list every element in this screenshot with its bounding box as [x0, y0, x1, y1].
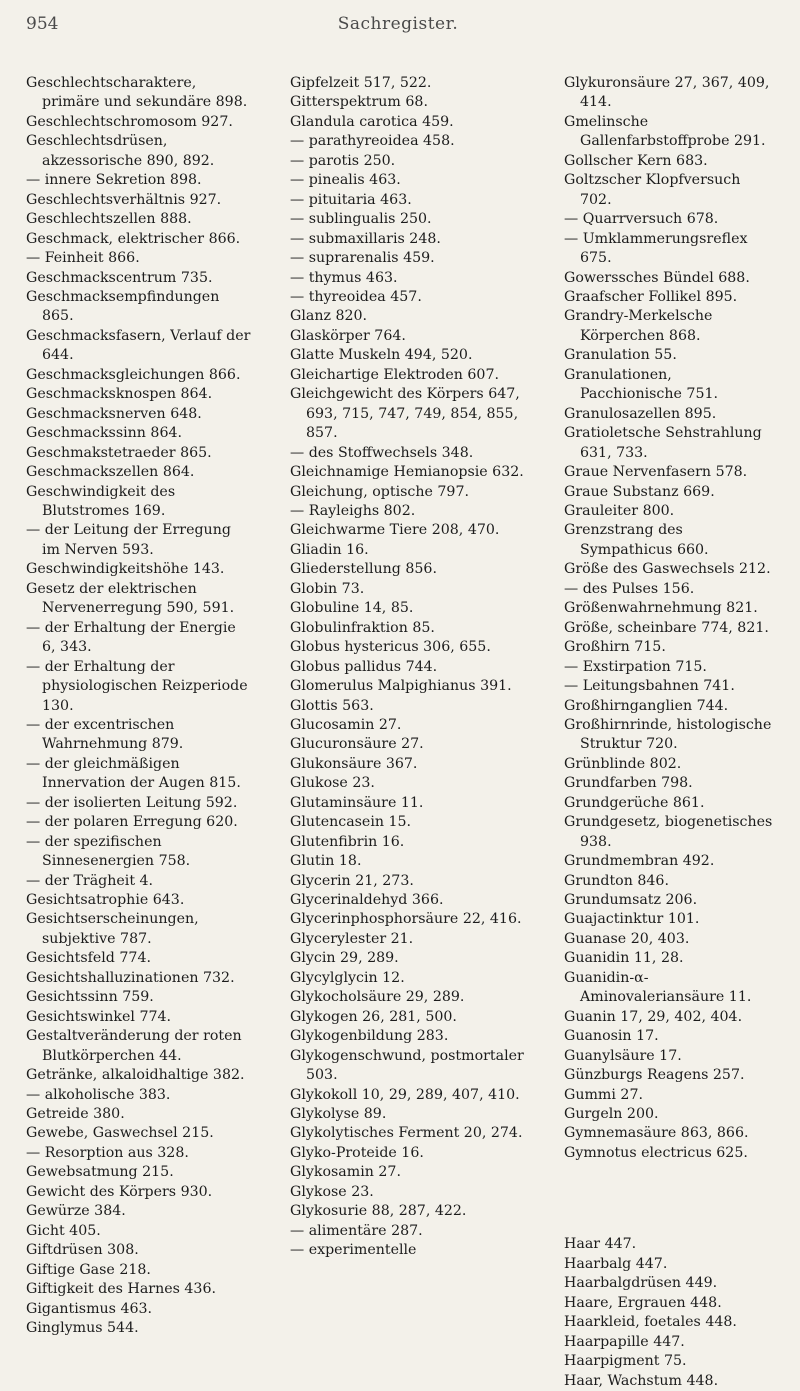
index-entry: Größe, scheinbare 774, 821. — [564, 619, 769, 636]
index-entry: — der excentrischen Wahrnehmung 879. — [26, 716, 184, 753]
index-entry: Grünblinde 802. — [564, 755, 682, 772]
index-entry: Glutencasein 15. — [290, 814, 412, 831]
index-column-2 — [290, 74, 526, 1261]
index-entry: Gesichtserscheinungen, subjektive 787. — [26, 911, 199, 947]
index-entry: Haar, Wachstum 448. — [564, 1372, 719, 1389]
index-entry: Glykuronsäure 27, 367, 409, 414. — [564, 75, 770, 111]
index-entry: Gesichtssinn 759. — [26, 989, 154, 1006]
index-entry: — Feinheit 866. — [26, 250, 140, 267]
index-entry: Glycerin 21, 273. — [290, 872, 414, 889]
index-entry: Getränke, alkaloidhaltige 382. — [26, 1067, 245, 1084]
index-entry: — der Erhaltung der Energie 6, 343. — [26, 619, 236, 656]
index-entry: Grenzstrang des Sympathicus 660. — [564, 522, 709, 558]
index-entry: — submaxillaris 248. — [290, 230, 441, 247]
index-entry: Glutin 18. — [290, 853, 362, 870]
index-entry: Glycylglycin 12. — [290, 969, 405, 986]
index-entry: Giftdrüsen 308. — [26, 1242, 139, 1259]
index-entry: Goltzscher Klopfversuch 702. — [564, 172, 741, 208]
index-entry: Größenwahrnehmung 821. — [564, 600, 758, 617]
letter-section-gap — [564, 1179, 774, 1219]
index-entry: Giftigkeit des Harnes 436. — [26, 1281, 216, 1298]
index-entry: Geschwindigkeitshöhe 143. — [26, 561, 225, 578]
index-entry: Glycerinaldehyd 366. — [290, 892, 444, 909]
index-entry: Glanz 820. — [290, 308, 368, 325]
index-entry: Guanin 17, 29, 402, 404. — [564, 1008, 743, 1025]
index-entry: Geschmacksgleichungen 866. — [26, 366, 241, 383]
index-entry: Gestaltveränderung der roten Blutkörperchen 44. — [26, 1028, 242, 1064]
index-entry: Glyko-Proteide 16. — [290, 1144, 424, 1161]
index-entry: — der polaren Erregung 620. — [26, 814, 238, 831]
index-entry: Glucosamin 27. — [290, 716, 402, 733]
index-entry: Gewebsatmung 215. — [26, 1164, 174, 1181]
index-entry: Glutaminsäure 11. — [290, 794, 424, 811]
index-entry: — thymus 463. — [290, 269, 398, 286]
index-entry: Gymnemasäure 863, 866. — [564, 1125, 749, 1142]
index-entry: — experimentelle — [290, 1242, 417, 1259]
index-entry: Glukose 23. — [290, 775, 375, 792]
index-entry: Haar 447. — [564, 1236, 637, 1253]
index-entry: Guanosin 17. — [564, 1028, 659, 1045]
index-entry: Glycin 29, 289. — [290, 950, 399, 967]
index-entry: — alimentäre 287. — [290, 1222, 423, 1239]
index-entry: Geschmackscentrum 735. — [26, 269, 213, 286]
index-entry: Geschmacksfasern, Verlauf der 644. — [26, 327, 251, 364]
index-entry: — Quarrversuch 678. — [564, 211, 719, 228]
index-entry: Geschmakstetraeder 865. — [26, 444, 212, 461]
index-entry: Glomerulus Malpighianus 391. — [290, 678, 512, 695]
index-entry: — sublingualis 250. — [290, 211, 432, 228]
index-entry: Großhirn 715. — [564, 639, 666, 656]
index-entry: Gesetz der elektrischen Nervenerregung 590, 591. — [26, 580, 235, 617]
index-entry: — Exstirpation 715. — [564, 658, 707, 675]
index-entry: — Umklammerungsreflex 675. — [564, 230, 748, 267]
index-entry: — der gleichmäßigen Innervation der Augen 815. — [26, 755, 241, 792]
index-entry: Guanylsäure 17. — [564, 1047, 682, 1064]
index-entry: Grundfarben 798. — [564, 775, 693, 792]
index-entry: — der spezifischen Sinnesenergien 758. — [26, 833, 191, 870]
index-entry: Geschlechtscharaktere, primäre und sekundäre 898. — [26, 75, 248, 111]
index-entry: Gleichgewicht des Körpers 647, 693, 715, 747, 749, 854, 855, 857. — [290, 386, 520, 442]
index-entry: Guanidin 11, 28. — [564, 950, 684, 967]
index-entry: — pituitaria 463. — [290, 191, 412, 208]
index-entry: Glaskörper 764. — [290, 327, 406, 344]
index-entry: Gmelinsche Gallenfarbstoffprobe 291. — [564, 113, 766, 150]
index-entry: Geschlechtschromosom 927. — [26, 113, 233, 130]
index-entry: — der Erhaltung der physiologischen Reizperiode 130. — [26, 658, 248, 714]
index-entry: Größe des Gaswechsels 212. — [564, 561, 771, 578]
index-entry: Glykogenbildung 283. — [290, 1028, 449, 1045]
index-entry: Geschmackszellen 864. — [26, 464, 195, 481]
index-entry: Großhirnganglien 744. — [564, 697, 729, 714]
index-entry: — Rayleighs 802. — [290, 502, 416, 519]
index-entry: Gurgeln 200. — [564, 1106, 659, 1123]
index-entry: Glottis 563. — [290, 697, 374, 714]
index-entry: — thyreoidea 457. — [290, 288, 422, 305]
index-entry: Grundumsatz 206. — [564, 892, 698, 909]
index-entry: Grauleiter 800. — [564, 502, 675, 519]
index-entry: — der Leitung der Erregung im Nerven 593. — [26, 522, 231, 558]
running-title: Sachregister. — [337, 14, 459, 34]
index-entry: Glykosamin 27. — [290, 1164, 401, 1181]
index-entry: — des Stoffwechsels 348. — [290, 444, 474, 461]
index-entry: Gewürze 384. — [26, 1203, 126, 1220]
index-entry: — Leitungsbahnen 741. — [564, 678, 735, 695]
index-entry: — des Pulses 156. — [564, 580, 695, 597]
index-entry: Gicht 405. — [26, 1222, 101, 1239]
index-entry: Glykolytisches Ferment 20, 274. — [290, 1125, 523, 1142]
index-entry: — der isolierten Leitung 592. — [26, 794, 238, 811]
index-entry: Glutenfibrin 16. — [290, 833, 405, 850]
index-entry: Granulationen, Pacchionische 751. — [564, 366, 719, 403]
page-header — [26, 14, 770, 44]
index-entry: Glykosurie 88, 287, 422. — [290, 1203, 467, 1220]
index-entry: Geschmack, elektrischer 866. — [26, 230, 241, 247]
index-entry: Gewicht des Körpers 930. — [26, 1183, 213, 1200]
index-entry: — der Trägheit 4. — [26, 872, 154, 889]
index-entry: Haarpapille 447. — [564, 1333, 685, 1350]
index-entry: — Resorption aus 328. — [26, 1144, 189, 1161]
index-entry: Glycerinphosphorsäure 22, 416. — [290, 911, 522, 928]
index-entry: Gigantismus 463. — [26, 1300, 153, 1317]
index-entry: Geschlechtsdrüsen, akzessorische 890, 892. — [26, 133, 215, 169]
index-entry: Globin 73. — [290, 580, 365, 597]
index-columns — [0, 74, 800, 1389]
index-entry: — innere Sekretion 898. — [26, 172, 202, 189]
index-entry: Gowerssches Bündel 688. — [564, 269, 750, 286]
index-entry: Grundton 846. — [564, 872, 669, 889]
index-column-3 — [564, 74, 774, 1391]
index-entry: Gleichwarme Tiere 208, 470. — [290, 522, 500, 539]
index-entry: Glykolyse 89. — [290, 1106, 387, 1123]
index-entry: Guajactinktur 101. — [564, 911, 700, 928]
index-entry: Ginglymus 544. — [26, 1320, 139, 1336]
index-entry: Glandula carotica 459. — [290, 113, 454, 130]
index-entry: Gesichtsfeld 774. — [26, 950, 151, 967]
index-entry: Gewebe, Gaswechsel 215. — [26, 1125, 214, 1142]
index-entry: Haare, Ergrauen 448. — [564, 1294, 722, 1311]
index-entry: Haarbalgdrüsen 449. — [564, 1275, 718, 1292]
index-entry: Glycerylester 21. — [290, 930, 414, 947]
index-entry: Günzburgs Reagens 257. — [564, 1067, 745, 1084]
index-entry: Geschlechtszellen 888. — [26, 211, 192, 228]
index-entry: Glykokoll 10, 29, 289, 407, 410. — [290, 1086, 520, 1103]
index-entry: Großhirnrinde, histologische Struktur 720. — [564, 716, 772, 753]
index-entry: Glykogenschwund, postmortaler 503. — [290, 1047, 524, 1084]
index-entry: Haarpigment 75. — [564, 1353, 687, 1370]
index-entry: Geschlechtsverhältnis 927. — [26, 191, 222, 208]
index-entry: Graafscher Follikel 895. — [564, 288, 738, 305]
index-entry: Giftige Gase 218. — [26, 1261, 151, 1278]
index-entry: Gitterspektrum 68. — [290, 94, 428, 111]
index-entry: Globuline 14, 85. — [290, 600, 414, 617]
index-entry: Geschmacksempfindungen 865. — [26, 288, 220, 325]
index-entry: Granulosazellen 895. — [564, 405, 717, 422]
index-entry: Gliederstellung 856. — [290, 561, 437, 578]
index-entry: Gesichtsatrophie 643. — [26, 892, 185, 909]
index-entry: Glucuronsäure 27. — [290, 736, 424, 753]
index-entry: Globus pallidus 744. — [290, 658, 438, 675]
index-entry: Haarkleid, foetales 448. — [564, 1314, 737, 1331]
index-entry: — alkoholische 383. — [26, 1086, 171, 1103]
index-entry: Guanidin-α-Aminovaleriansäure 11. — [564, 969, 752, 1006]
index-entry: Graue Substanz 669. — [564, 483, 715, 500]
index-entry: Gesichtswinkel 774. — [26, 1008, 172, 1025]
index-entry: Getreide 380. — [26, 1106, 125, 1123]
index-entry: Gleichartige Elektroden 607. — [290, 366, 499, 383]
index-entry: Haarbalg 447. — [564, 1255, 668, 1272]
index-entry: — parathyreoidea 458. — [290, 133, 455, 150]
index-entry: Graue Nervenfasern 578. — [564, 464, 748, 481]
index-entry: — pinealis 463. — [290, 172, 401, 189]
index-entry: Glykose 23. — [290, 1183, 374, 1200]
index-entry: Globulinfraktion 85. — [290, 619, 435, 636]
index-entry: Gleichung, optische 797. — [290, 483, 469, 500]
index-entry: Geschwindigkeit des Blutstromes 169. — [26, 483, 176, 519]
index-entry: Globus hystericus 306, 655. — [290, 639, 491, 656]
index-entry: Guanase 20, 403. — [564, 930, 690, 947]
index-column-1 — [26, 74, 252, 1338]
index-entry: Grundmembran 492. — [564, 853, 715, 870]
index-entry: Glykogen 26, 281, 500. — [290, 1008, 457, 1025]
index-entry: Grundgesetz, biogenetisches 938. — [564, 814, 773, 850]
index-entry: Glykocholsäure 29, 289. — [290, 989, 465, 1006]
index-entry: Glatte Muskeln 494, 520. — [290, 347, 473, 364]
index-entry: Gliadin 16. — [290, 541, 369, 558]
index-entry: Grandry-Merkelsche Körperchen 868. — [564, 308, 713, 344]
index-entry: Grundgerüche 861. — [564, 794, 705, 811]
index-entry: Gummi 27. — [564, 1086, 643, 1103]
index-entry: Gratioletsche Sehstrahlung 631, 733. — [564, 425, 762, 461]
index-entry: Gymnotus electricus 625. — [564, 1144, 748, 1161]
page-number: 954 — [26, 14, 59, 34]
index-entry: — suprarenalis 459. — [290, 250, 435, 267]
index-entry: Geschmacksnerven 648. — [26, 405, 202, 422]
index-entry: — parotis 250. — [290, 152, 396, 169]
index-entry: Geschmackssinn 864. — [26, 425, 183, 442]
index-entry: Geschmacksknospen 864. — [26, 386, 213, 403]
index-entry: Granulation 55. — [564, 347, 677, 364]
index-entry: Glukonsäure 367. — [290, 755, 418, 772]
index-entry: Gipfelzeit 517, 522. — [290, 75, 432, 91]
index-entry: Gollscher Kern 683. — [564, 152, 708, 169]
index-entry: Gesichtshalluzinationen 732. — [26, 969, 235, 986]
index-entry: Gleichnamige Hemianopsie 632. — [290, 464, 524, 481]
